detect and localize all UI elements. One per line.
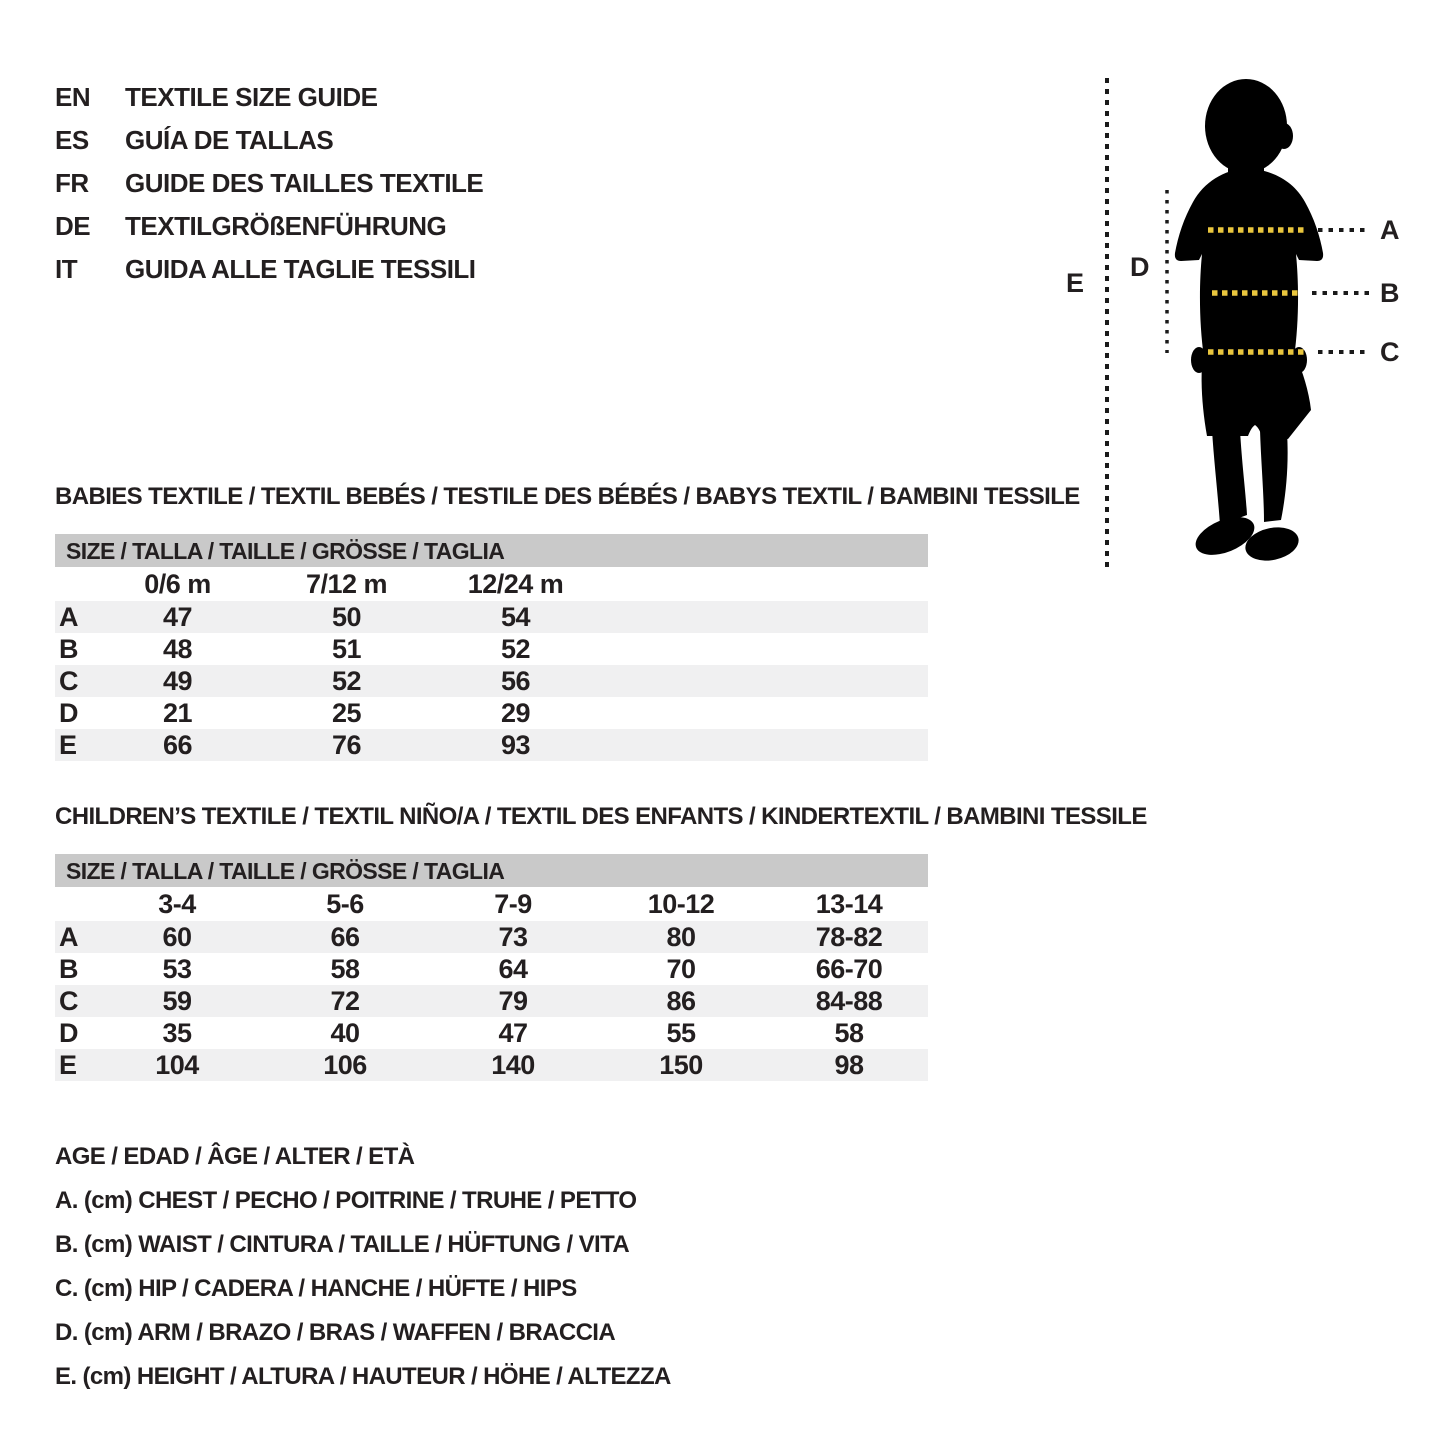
- legend-hip: C. (cm) HIP / CADERA / HANCHE / HÜFTE / HIPS: [55, 1275, 577, 1302]
- table-cell: 79: [498, 986, 528, 1016]
- empty-corner-cell: [55, 567, 93, 601]
- legend-arm: D. (cm) ARM / BRAZO / BRAS / WAFFEN / BRACCIA: [55, 1319, 616, 1346]
- table-cell: 150: [659, 1050, 703, 1080]
- children-textile-section: [55, 803, 1147, 1081]
- empty-corner-cell: [55, 887, 93, 921]
- column-header: 12/24 m: [467, 569, 564, 599]
- table-cell: 51: [331, 634, 362, 664]
- lang-row-en: [55, 76, 483, 119]
- lang-code: ES: [55, 125, 89, 155]
- row-label: E: [59, 1050, 77, 1080]
- table-cell: 73: [498, 922, 528, 952]
- table-cell: 52: [500, 634, 531, 664]
- table-cell: 70: [666, 954, 696, 984]
- measure-label-e: E: [1066, 268, 1084, 298]
- row-label: C: [59, 986, 78, 1016]
- legend-age: AGE / EDAD / ÂGE / ALTER / ETÀ: [55, 1143, 415, 1170]
- row-label: C: [59, 666, 78, 696]
- row-label: D: [59, 698, 78, 728]
- table-cell: 72: [330, 986, 360, 1016]
- table-row: [55, 601, 928, 633]
- lang-row-de: [55, 205, 483, 248]
- table-cell: 55: [666, 1018, 696, 1048]
- babies-section-title: BABIES TEXTILE / TEXTIL BEBÉS / TESTILE DES BÉBÉS / BABYS TEXTIL / BAMBINI TESSILE: [55, 483, 1080, 510]
- table-cell: 78-82: [815, 922, 883, 952]
- column-header: 13-14: [815, 889, 883, 919]
- row-label: B: [59, 954, 78, 984]
- table-row: [55, 1049, 928, 1081]
- table-row: [55, 697, 928, 729]
- column-header: 0/6 m: [144, 569, 211, 599]
- table-cell: 29: [500, 698, 531, 728]
- measure-label-d: D: [1130, 252, 1149, 282]
- legend-chest: A. (cm) CHEST / PECHO / POITRINE / TRUHE / PETTO: [55, 1187, 637, 1214]
- table-cell: 66: [162, 730, 193, 760]
- table-cell: 53: [162, 954, 192, 984]
- row-label: B: [59, 634, 78, 664]
- table-cell: 66: [330, 922, 360, 952]
- measure-label-a: A: [1380, 215, 1399, 245]
- table-cell: 58: [834, 1018, 864, 1048]
- table-cell: 25: [331, 698, 362, 728]
- table-cell: 47: [498, 1018, 528, 1048]
- babies-textile-section: [55, 483, 1080, 761]
- children-size-header-bar: SIZE / TALLA / TAILLE / GRÖSSE / TAGLIA: [55, 854, 928, 887]
- column-header: 3-4: [158, 889, 196, 919]
- column-header: 10-12: [647, 889, 715, 919]
- table-row: [55, 729, 928, 761]
- lang-code: DE: [55, 211, 91, 241]
- table-cell: 58: [330, 954, 360, 984]
- lang-code: FR: [55, 168, 89, 198]
- table-cell: 59: [162, 986, 192, 1016]
- table-cell: 40: [330, 1018, 360, 1048]
- table-cell: 35: [162, 1018, 192, 1048]
- table-row: [55, 1017, 928, 1049]
- lang-title: GUÍA DE TALLAS: [125, 125, 334, 155]
- table-cell: 56: [500, 666, 531, 696]
- table-row: [55, 665, 928, 697]
- measure-label-c: C: [1380, 337, 1399, 367]
- lang-row-fr: [55, 162, 483, 205]
- table-cell: 80: [666, 922, 696, 952]
- row-label: A: [59, 602, 78, 632]
- measurement-legend: [55, 1135, 671, 1399]
- lang-code: EN: [55, 82, 91, 112]
- language-title-block: [55, 76, 483, 291]
- row-label: D: [59, 1018, 78, 1048]
- table-cell: 48: [162, 634, 193, 664]
- table-cell: 49: [162, 666, 193, 696]
- table-cell: 64: [498, 954, 528, 984]
- lang-row-it: [55, 248, 483, 291]
- babies-column-headers: [55, 567, 928, 601]
- table-cell: 93: [500, 730, 531, 760]
- babies-size-header-bar: SIZE / TALLA / TAILLE / GRÖSSE / TAGLIA: [55, 534, 928, 567]
- table-cell: 106: [323, 1050, 367, 1080]
- table-cell: 60: [162, 922, 192, 952]
- row-label: E: [59, 730, 77, 760]
- table-cell: 47: [162, 602, 193, 632]
- lang-code: IT: [55, 254, 78, 284]
- lang-title: GUIDE DES TAILLES TEXTILE: [125, 168, 484, 198]
- legend-height: E. (cm) HEIGHT / ALTURA / HAUTEUR / HÖHE / ALTEZZA: [55, 1363, 671, 1390]
- child-silhouette-icon: [1050, 70, 1445, 590]
- table-cell: 86: [666, 986, 696, 1016]
- measure-label-b: B: [1380, 278, 1399, 308]
- lang-title: TEXTILE SIZE GUIDE: [125, 82, 378, 112]
- table-row: [55, 633, 928, 665]
- column-header: 7-9: [494, 889, 532, 919]
- table-cell: 54: [500, 602, 531, 632]
- table-cell: 21: [162, 698, 193, 728]
- lang-row-es: [55, 119, 483, 162]
- table-cell: 98: [834, 1050, 864, 1080]
- table-cell: 66-70: [815, 954, 883, 984]
- children-column-headers: [55, 887, 928, 921]
- children-section-title: CHILDREN’S TEXTILE / TEXTIL NIÑO/A / TEXTIL DES ENFANTS / KINDERTEXTIL / BAMBINI TESSILE: [55, 803, 1147, 830]
- row-label: A: [59, 922, 78, 952]
- legend-waist: B. (cm) WAIST / CINTURA / TAILLE / HÜFTUNG / VITA: [55, 1231, 630, 1258]
- table-cell: 140: [491, 1050, 535, 1080]
- table-cell: 52: [331, 666, 362, 696]
- column-header: 5-6: [326, 889, 364, 919]
- table-row: [55, 985, 928, 1017]
- table-cell: 84-88: [815, 986, 883, 1016]
- lang-title: TEXTILGRÖßENFÜHRUNG: [125, 211, 447, 241]
- column-header: 7/12 m: [305, 569, 388, 599]
- table-cell: 50: [331, 602, 362, 632]
- measurement-diagram: [1050, 70, 1445, 590]
- table-row: [55, 921, 928, 953]
- table-cell: 76: [331, 730, 362, 760]
- lang-title: GUIDA ALLE TAGLIE TESSILI: [125, 254, 476, 284]
- table-row: [55, 953, 928, 985]
- table-cell: 104: [155, 1050, 199, 1080]
